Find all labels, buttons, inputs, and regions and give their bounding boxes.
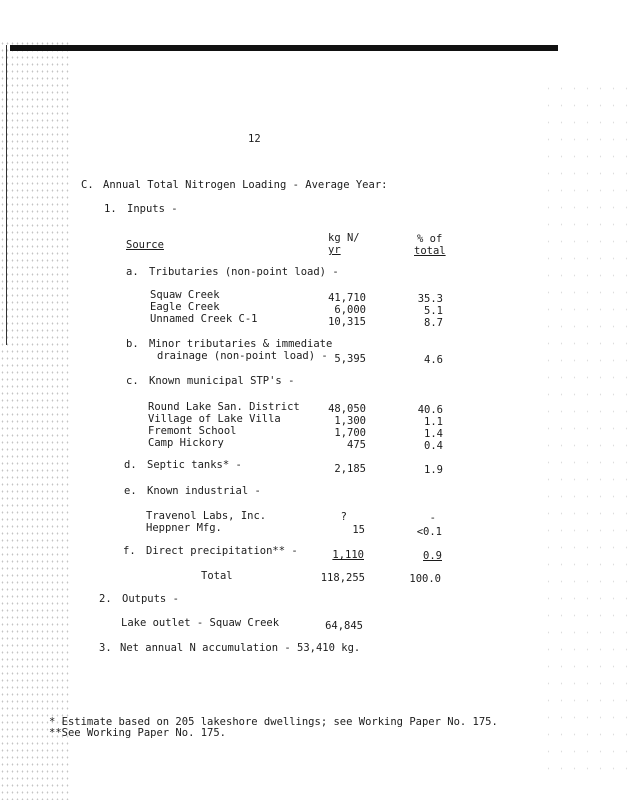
outputs-row-kg: 64,845 bbox=[325, 620, 363, 632]
row-pct: 40.6 bbox=[417, 404, 443, 416]
scan-left-line bbox=[6, 45, 7, 345]
row-pct: 1.1 bbox=[424, 416, 443, 428]
item-e-letter: e. bbox=[124, 485, 137, 497]
net-number: 3. bbox=[99, 642, 112, 654]
item-f-letter: f. bbox=[123, 545, 136, 557]
row-kg: 15 bbox=[352, 524, 365, 536]
footnote-2: **See Working Paper No. 175. bbox=[49, 727, 227, 739]
row-pct: 0.4 bbox=[424, 440, 443, 452]
row-name: Heppner Mfg. bbox=[146, 522, 222, 534]
row-pct: 35.3 bbox=[417, 293, 443, 305]
total-label: Total bbox=[201, 570, 233, 582]
item-b-label-1: Minor tributaries & immediate bbox=[149, 338, 333, 350]
scan-noise-right bbox=[542, 80, 632, 780]
scan-top-bar bbox=[10, 45, 558, 51]
row-pct: 5.1 bbox=[424, 305, 443, 317]
row-name: Unnamed Creek C-1 bbox=[150, 313, 258, 325]
item-b-label-2: drainage (non-point load) - bbox=[157, 350, 328, 362]
page-number: 12 bbox=[248, 133, 261, 145]
footnote-1: * Estimate based on 205 lakeshore dwellings; see Working Paper No. 175. bbox=[49, 716, 498, 728]
row-name: Travenol Labs, Inc. bbox=[146, 510, 267, 522]
row-name: Fremont School bbox=[148, 425, 237, 437]
section-letter: C. bbox=[81, 179, 94, 191]
row-kg: 2,185 bbox=[334, 463, 366, 475]
row-kg: ? bbox=[340, 511, 347, 523]
row-pct: - bbox=[429, 512, 436, 524]
inputs-label: Inputs - bbox=[127, 203, 178, 215]
scan-noise-left bbox=[0, 40, 70, 800]
row-kg: 1,700 bbox=[334, 427, 366, 439]
row-kg: 41,710 bbox=[328, 292, 366, 304]
item-b-letter: b. bbox=[126, 338, 139, 350]
row-name: Squaw Creek bbox=[150, 289, 220, 301]
item-a-letter: a. bbox=[126, 266, 139, 278]
row-kg: 1,300 bbox=[334, 415, 366, 427]
row-kg: 10,315 bbox=[328, 316, 366, 328]
row-pct: <0.1 bbox=[416, 526, 442, 538]
row-kg: 1,110 bbox=[332, 549, 364, 561]
col-pct-header-2: total bbox=[414, 245, 446, 257]
row-name: Camp Hickory bbox=[148, 437, 224, 449]
item-f-label: Direct precipitation** - bbox=[146, 545, 298, 557]
item-c-label: Known municipal STP's - bbox=[149, 375, 295, 387]
item-d-letter: d. bbox=[124, 459, 137, 471]
col-kg-header-2: yr bbox=[328, 244, 341, 256]
item-d-label: Septic tanks* - bbox=[147, 459, 242, 471]
row-kg: 475 bbox=[347, 439, 366, 451]
row-name: Eagle Creek bbox=[150, 301, 220, 313]
item-a-label: Tributaries (non-point load) - bbox=[149, 266, 339, 278]
row-pct: 1.4 bbox=[424, 428, 443, 440]
col-kg-header-1: kg N/ bbox=[328, 232, 360, 244]
row-pct: 0.9 bbox=[423, 550, 442, 562]
row-kg: 48,050 bbox=[328, 403, 366, 415]
col-pct-header-1: % of bbox=[417, 233, 443, 245]
row-pct: 4.6 bbox=[424, 354, 443, 366]
outputs-number: 2. bbox=[99, 593, 112, 605]
outputs-row-name: Lake outlet - Squaw Creek bbox=[121, 617, 280, 629]
col-source-header: Source bbox=[126, 239, 164, 251]
item-e-label: Known industrial - bbox=[147, 485, 261, 497]
row-kg: 5,395 bbox=[334, 353, 366, 365]
net-text: Net annual N accumulation - 53,410 kg. bbox=[120, 642, 361, 654]
inputs-number: 1. bbox=[104, 203, 117, 215]
total-pct: 100.0 bbox=[409, 573, 441, 585]
section-title: Annual Total Nitrogen Loading - Average Year: bbox=[103, 179, 388, 191]
row-name: Village of Lake Villa bbox=[148, 413, 281, 425]
row-pct: 1.9 bbox=[424, 464, 443, 476]
row-kg: 6,000 bbox=[334, 304, 366, 316]
item-c-letter: c. bbox=[126, 375, 139, 387]
outputs-label: Outputs - bbox=[122, 593, 179, 605]
row-name: Round Lake San. District bbox=[148, 401, 300, 413]
total-kg: 118,255 bbox=[320, 572, 365, 584]
row-pct: 8.7 bbox=[424, 317, 443, 329]
